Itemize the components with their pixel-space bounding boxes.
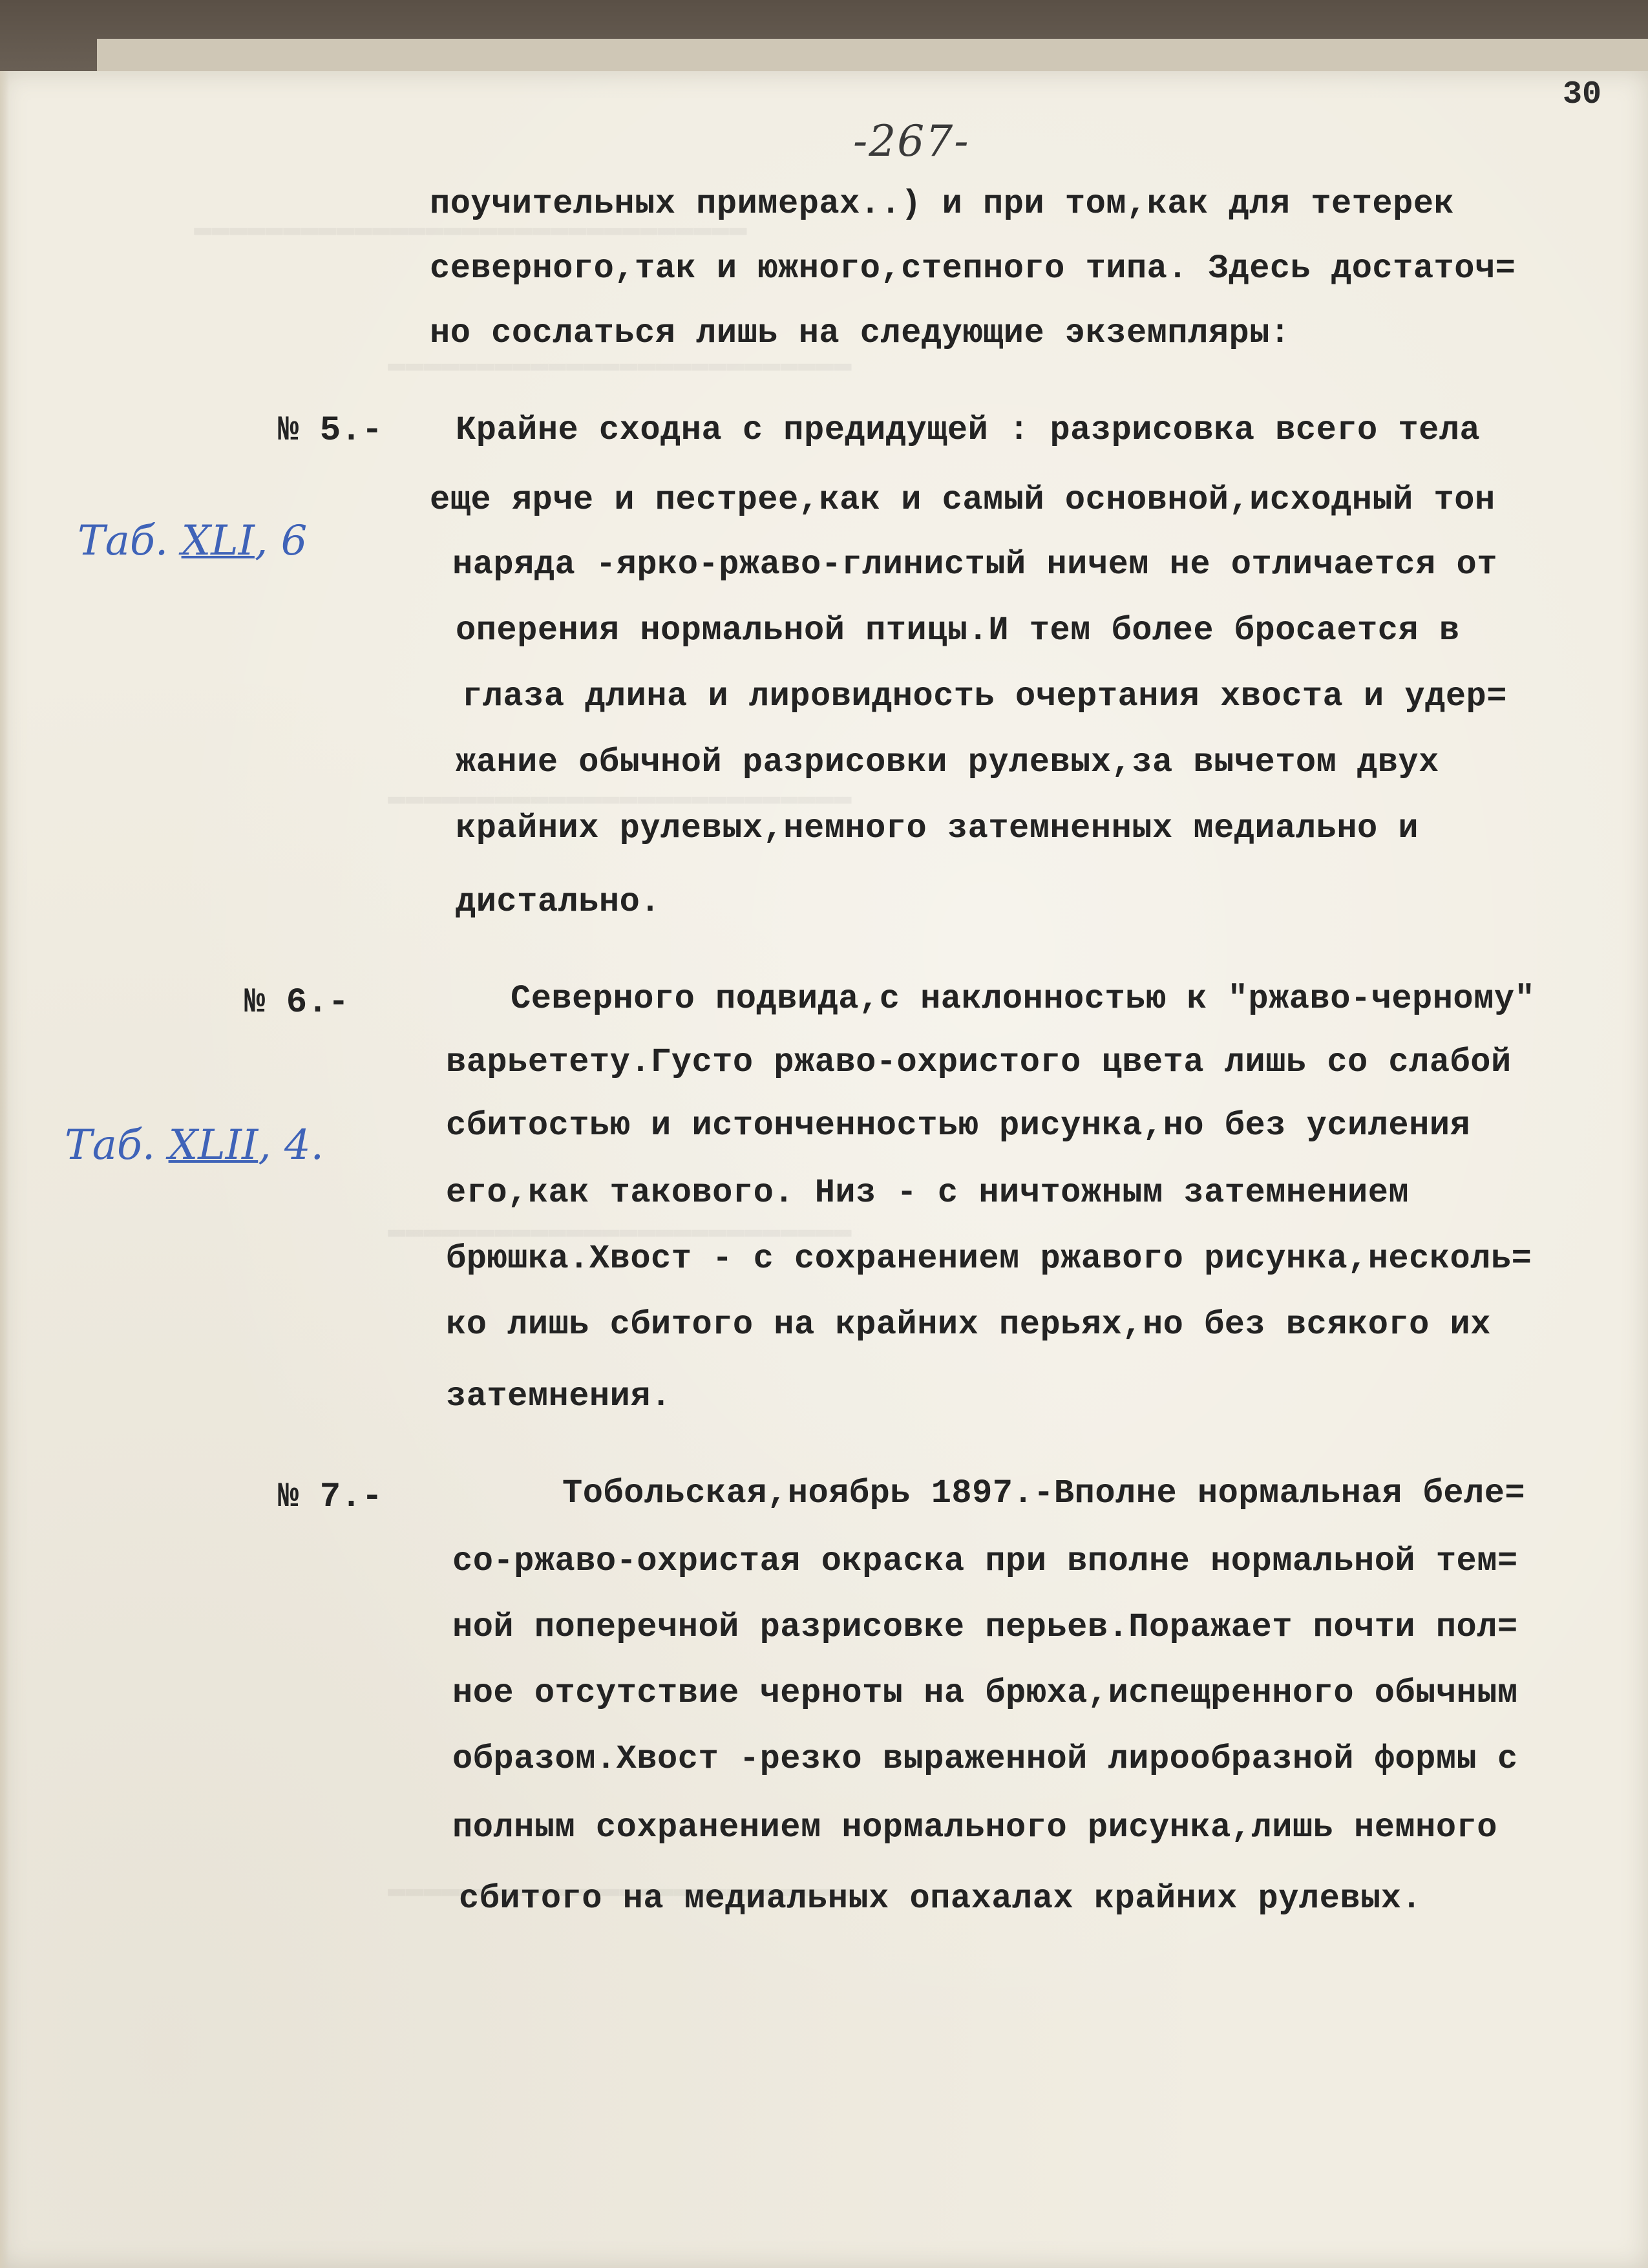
text-line: но сослаться лишь на следующие экземпляры: [430,314,1291,352]
text-line: сбитого на медиальных опахалах крайних рулевых. [459,1880,1422,1918]
text-line: Тобольская,ноябрь 1897.-Вполне нормальная беле= [562,1474,1526,1512]
text-line: Крайне сходна с предидущей : разрисовка всего тела [456,411,1481,449]
table-ref-numeral: XLII [168,1121,259,1169]
entry-number: № 7.- [278,1478,383,1517]
text-line: наряда -ярко-ржаво-глинистый ничем не отличается от [452,546,1497,584]
table-ref-figure: , 6 [254,517,308,565]
text-line: ной поперечной разрисовке перьев.Поражает почти пол= [452,1608,1518,1646]
text-line: затемнения. [446,1377,671,1415]
page-number: 30 [1563,76,1602,113]
text-line: полным сохранением нормального рисунка,лишь немного [452,1808,1497,1847]
text-line: образом.Хвост -резко выраженной лирообразной формы с [452,1740,1518,1778]
table-ref-prefix: Таб. [65,1121,169,1169]
margin-table-reference [78,517,308,565]
text-line: сбитостью и истонченностью рисунка,но без усиления [446,1107,1471,1145]
show-through-texture [388,349,852,379]
text-line: крайних рулевых,немного затемненных медиально и [456,809,1419,847]
text-line: оперения нормальной птицы.И тем более бросается в [456,611,1460,650]
text-line: ное отсутствие черноты на брюха,испещренного обычным [452,1674,1518,1712]
text-line: дистально. [456,883,661,921]
text-line: брюшка.Хвост - с сохранением ржавого рисунка,несколь= [446,1240,1532,1278]
text-line: его,как такового. Низ - с ничтожным затемнением [446,1174,1410,1212]
show-through-texture [388,782,852,812]
paper-edge [0,71,9,2268]
paper-sheet [0,71,1648,2268]
text-line: глаза длина и лировидность очертания хвоста и удер= [462,677,1507,715]
text-line: варьетету.Густо ржаво-охристого цвета лишь со слабой [446,1043,1512,1081]
handwritten-pagination: -267- [853,116,970,166]
table-ref-figure: , 4. [258,1121,324,1169]
table-ref-prefix: Таб. [78,517,182,565]
text-line: со-ржаво-охристая окраска при вполне нормальной тем= [452,1542,1518,1580]
table-ref-numeral: XLI [181,517,255,565]
text-line: еще ярче и пестрее,как и самый основной,исходный тон [430,481,1495,519]
text-line: поучительных примерах..) и при том,как для тетерек [430,185,1455,223]
text-line: Северного подвида,с наклонностью к "ржаво-черному" [511,980,1536,1018]
text-line: жание обычной разрисовки рулевых,за вычетом двух [456,743,1439,781]
text-line: северного,так и южного,степного типа. Здесь достаточ= [430,249,1516,288]
margin-table-reference [65,1121,324,1169]
entry-number: № 5.- [278,411,383,450]
entry-number: № 6.- [244,983,350,1023]
text-line: ко лишь сбитого на крайних перьях,но без всякого их [446,1306,1491,1344]
